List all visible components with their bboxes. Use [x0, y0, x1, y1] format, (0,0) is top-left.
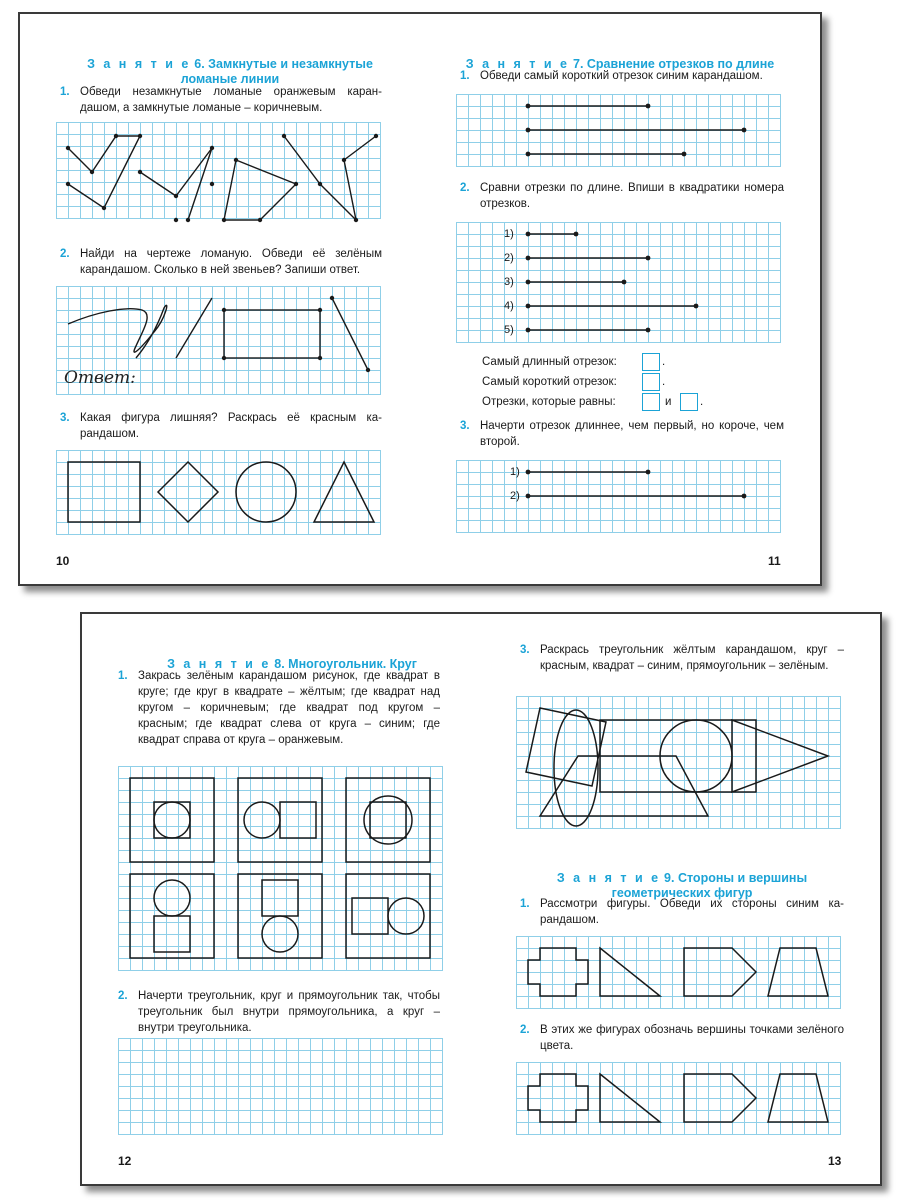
- figures-drawing-1: [516, 936, 840, 1008]
- right-triangle-shape: [600, 1074, 660, 1122]
- answer-equal-label: Отрезки, которые равны:: [482, 396, 616, 408]
- square-shape: [68, 462, 140, 522]
- task-1-grid: [56, 122, 381, 219]
- task-1: 1. Обведи незамкнутые ломаные оранжевым карандашом, а замкнутые ломаные – коричневым.: [60, 86, 382, 114]
- task-3-grid: [56, 450, 381, 535]
- figures-drawing-2: [516, 1062, 840, 1134]
- segment-label-4: 4): [504, 300, 514, 312]
- answer-shortest-box[interactable]: [642, 373, 660, 391]
- overlapping-shapes-grid: [516, 696, 841, 829]
- spread-pages-10-11: З а н я т и е 6. Замкнутые и незамкнутые ломаные линии 1. Обведи незамкнутые ломаные оранжевым карандашом, а замкнутые ломаные – коричневым. 2. Найди на чертеже ломаную. Обведи её зелёным карандашом. Сколько в ней звеньев? Запиши ответ. Ответ: 3. Какая фигура лишняя? Раскрась её красным карандашом. 10 З а н я т и е 7. Сравнение отрезков по длине 1. Обведи самый короткий отрезок синим карандашом. 2. Сравни отрезки по длине. Впиши в квадратики номера отрезков. 1) 2) 3) 4) 5) Самый длинный отрезок: . Самый короткий отрезок: . Отрезки, которые равны: и . 3. Начерти отрезок длиннее, чем первый, но короче, чем второй. 1) 2) 11: [18, 12, 822, 586]
- trapezoid-shape: [768, 948, 828, 996]
- lesson-9-title: З а н я т и е 9. Стороны и вершины геометрических фигур: [556, 871, 808, 900]
- rhombus-shape: [158, 462, 218, 522]
- segment-label-1: 1): [504, 228, 514, 240]
- ellipse-shape: [554, 710, 598, 826]
- answer-longest-box[interactable]: [642, 353, 660, 371]
- trapezoid-shape: [540, 756, 708, 816]
- page-number-10: 10: [56, 554, 70, 568]
- figures-grid-2: [516, 1062, 841, 1135]
- shapes-drawing: [56, 450, 380, 534]
- task-2: 2. Начерти треугольник, круг и прямоугольник так, чтобы треугольник был внутри прямоугольника, а круг – внутри треугольника.: [118, 990, 440, 1034]
- triangle-shape: [314, 462, 374, 522]
- segments-grid-1: [456, 94, 781, 167]
- segment-label-1: 1): [510, 466, 520, 478]
- task-1-grid: [118, 766, 443, 971]
- segments-drawing: [456, 94, 780, 166]
- numbered-segments-drawing: [456, 222, 780, 342]
- compare-segments-drawing: [456, 460, 780, 532]
- task-2: 2. В этих же фигурах обозначь вершины точками зелёного цвета.: [520, 1024, 844, 1052]
- segment-label-5: 5): [504, 324, 514, 336]
- page-number-13: 13: [828, 1154, 842, 1168]
- segments-grid-2: [456, 222, 781, 343]
- answer-and-label: и: [665, 396, 672, 408]
- task-1: 1. Обведи самый короткий отрезок синим карандашом.: [460, 70, 763, 82]
- task-2-drawing-grid[interactable]: [118, 1038, 443, 1135]
- task-1: 1. Рассмотри фигуры. Обведи их стороны синим карандашом.: [520, 898, 844, 926]
- answer-equal-box-2[interactable]: [680, 393, 698, 411]
- answer-shortest-label: Самый короткий отрезок:: [482, 376, 617, 388]
- circle-shape: [236, 462, 296, 522]
- overlapping-shapes-drawing: [516, 696, 840, 828]
- pentagon-shape: [684, 948, 756, 996]
- lesson-7-title: З а н я т и е 7. Сравнение отрезков по длине: [465, 57, 775, 71]
- triangle-shape: [732, 720, 828, 792]
- figures-grid-1: [516, 936, 841, 1009]
- trapezoid-shape: [768, 1074, 828, 1122]
- spread-pages-12-13: [80, 612, 882, 1186]
- task-1: 1. Закрась зелёным карандашом рисунок, где квадрат в круге; где круг в квадрате – жёлтым; где квадрат над кругом – коричневым; где квадрат под кругом – красным; где квадрат слева от круга – синим; где квадрат справа от круга – оранжевым.: [118, 670, 440, 746]
- cross-shape: [528, 948, 588, 996]
- task-2: 2. Сравни отрезки по длине. Впиши в квадратики номера отрезков.: [460, 182, 784, 210]
- pentagon-shape: [684, 1074, 756, 1122]
- polylines-drawing: [56, 122, 380, 218]
- lesson-6-title: З а н я т и е 6. Замкнутые и незамкнутые ломаные линии: [87, 57, 373, 86]
- task-2: 2. Найди на чертеже ломаную. Обведи её зелёным карандашом. Сколько в ней звеньев? Запиши ответ.: [60, 248, 382, 276]
- task-3: 3. Начерти отрезок длиннее, чем первый, но короче, чем второй.: [460, 420, 784, 448]
- page-number-11: 11: [768, 554, 781, 568]
- segments-grid-3: [456, 460, 781, 533]
- square-circle-drawing: [118, 766, 442, 970]
- task-3: 3. Какая фигура лишняя? Раскрась её красным карандашом.: [60, 412, 382, 440]
- answer-longest-label: Самый длинный отрезок:: [482, 356, 617, 368]
- page-number-12: 12: [118, 1154, 132, 1168]
- answer-equal-box-1[interactable]: [642, 393, 660, 411]
- task-2-grid: [56, 286, 381, 395]
- task-3: 3. Раскрась треугольник жёлтым карандашом, круг – красным, квадрат – синим, прямоугольник – зелёным.: [520, 644, 844, 672]
- right-triangle-shape: [600, 948, 660, 996]
- answer-label: Ответ:: [64, 368, 136, 388]
- cross-shape: [528, 1074, 588, 1122]
- segment-label-2: 2): [504, 252, 514, 264]
- lesson-8-title: З а н я т и е 8. Многоугольник. Круг: [167, 657, 417, 671]
- segment-label-3: 3): [504, 276, 514, 288]
- segment-label-2: 2): [510, 490, 520, 502]
